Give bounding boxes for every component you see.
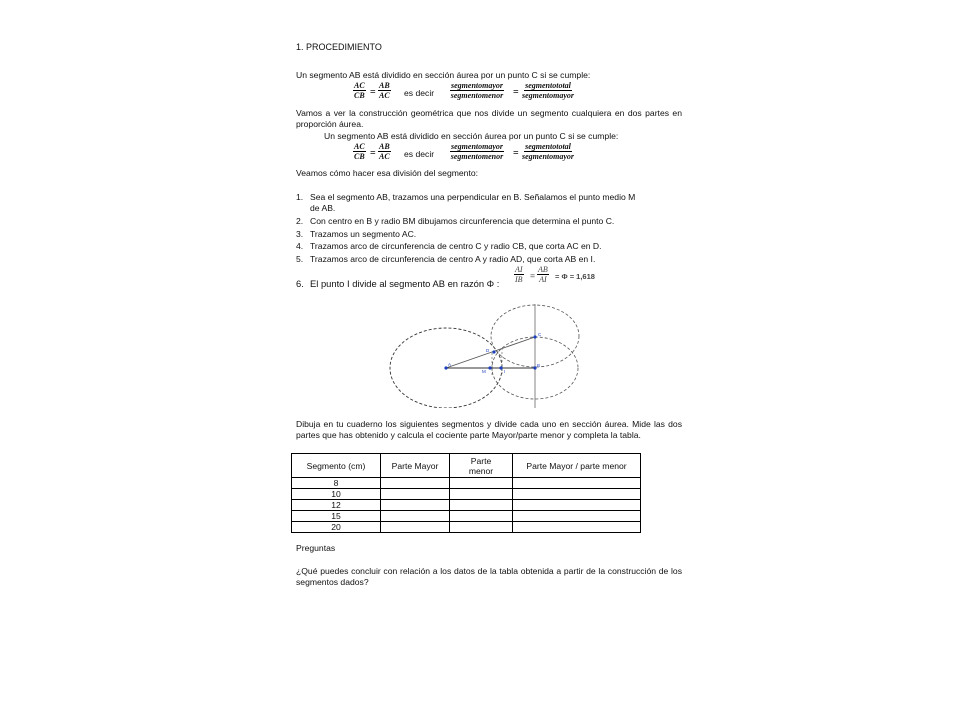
exercise-instructions: Dibuja en tu cuaderno los siguientes segmentos y divide cada uno en sección áurea. Mide las dos partes que has obtenido y calcula el cociente parte Mayor/parte menor y completa la tabla. bbox=[296, 419, 682, 440]
fraction-ab-ac: $\frac{AB}{AC}$ bbox=[379, 142, 390, 161]
intro-text: Un segmento AB está dividido en sección áurea por un punto C si se cumple: bbox=[296, 70, 591, 80]
equals-sign: = bbox=[370, 87, 376, 98]
table-row bbox=[292, 500, 641, 511]
point-c bbox=[533, 335, 536, 338]
segment-value: 20 bbox=[292, 522, 381, 533]
parte-menor-cell[interactable] bbox=[450, 489, 513, 500]
fraction-ai-ib: $\frac{AI}{IB}$ bbox=[515, 265, 523, 284]
ratio-cell[interactable] bbox=[513, 522, 641, 533]
parte-menor-cell[interactable] bbox=[450, 500, 513, 511]
equals-sign: = bbox=[370, 148, 376, 159]
column-header: Parte Mayor bbox=[381, 454, 450, 478]
parte-mayor-cell[interactable] bbox=[381, 522, 450, 533]
label-c: C bbox=[538, 332, 542, 337]
parte-mayor-cell[interactable] bbox=[381, 489, 450, 500]
point-m bbox=[488, 366, 491, 369]
segment-value: 15 bbox=[292, 511, 381, 522]
point-i bbox=[499, 366, 502, 369]
step-item: 5. Trazamos arco de circunferencia de centro A y radio AD, que corta AB en I. bbox=[296, 254, 596, 264]
fraction-ab-ac: $\frac{AB}{AC}$ bbox=[379, 81, 390, 100]
table-header-row bbox=[292, 454, 641, 478]
step-item: 4. Trazamos arco de circunferencia de centro C y radio CB, que corta AC en D. bbox=[296, 241, 602, 251]
phi-value: = Φ = 1,618 bbox=[555, 272, 595, 281]
intro-text-repeat: Un segmento AB está dividido en sección áurea por un punto C si se cumple: bbox=[324, 131, 619, 141]
measurement-table bbox=[291, 453, 641, 533]
parte-mayor-cell[interactable] bbox=[381, 478, 450, 489]
fraction-ac-cb: $\frac{AC}{CB}$ bbox=[354, 142, 365, 161]
parte-mayor-cell[interactable] bbox=[381, 500, 450, 511]
segment-value: 8 bbox=[292, 478, 381, 489]
equals-sign: = bbox=[530, 271, 536, 281]
segment-ac bbox=[446, 337, 535, 368]
segment-value: 12 bbox=[292, 500, 381, 511]
table-row bbox=[292, 511, 641, 522]
parte-mayor-cell[interactable] bbox=[381, 511, 450, 522]
table-row bbox=[292, 522, 641, 533]
es-decir-text: es decir bbox=[404, 149, 435, 159]
parte-menor-cell[interactable] bbox=[450, 478, 513, 489]
label-d: D bbox=[486, 348, 490, 353]
fraction-total-mayor: segmentototal segmentomayor bbox=[522, 142, 574, 161]
column-header: Parte Mayor / parte menor bbox=[513, 454, 641, 478]
ratio-cell[interactable] bbox=[513, 511, 641, 522]
fraction-total-mayor: segmentototal segmentomayor bbox=[522, 81, 574, 100]
label-m: M bbox=[482, 369, 486, 374]
question-text: ¿Qué puedes concluir con relación a los datos de la tabla obtenida a partir de la construcción de los segmentos dados? bbox=[296, 566, 682, 587]
table-row bbox=[292, 478, 641, 489]
parte-menor-cell[interactable] bbox=[450, 511, 513, 522]
division-intro: Veamos cómo hacer esa división del segmento: bbox=[296, 168, 478, 178]
construction-paragraph: Vamos a ver la construcción geométrica que nos divide un segmento cualquiera en dos partes en proporción áurea. bbox=[296, 108, 682, 129]
equals-sign: = bbox=[513, 148, 519, 159]
label-i: I bbox=[504, 369, 506, 374]
table-row bbox=[292, 489, 641, 500]
golden-section-construction-figure bbox=[384, 300, 594, 408]
step-item: 2. Con centro en B y radio BM dibujamos circunferencia que determina el punto C. bbox=[296, 216, 615, 226]
section-heading: 1. PROCEDIMIENTO bbox=[296, 42, 382, 52]
fraction-ac-cb: $\frac{AC}{CB}$ bbox=[354, 81, 365, 100]
step-item: 3. Trazamos un segmento AC. bbox=[296, 229, 417, 239]
equals-sign: = bbox=[513, 87, 519, 98]
questions-heading: Preguntas bbox=[296, 543, 336, 553]
segment-value: 10 bbox=[292, 489, 381, 500]
ratio-cell[interactable] bbox=[513, 489, 641, 500]
fraction-ab-ai: $\frac{AB}{AI}$ bbox=[538, 265, 548, 284]
parte-menor-cell[interactable] bbox=[450, 522, 513, 533]
column-header: Segmento (cm) bbox=[292, 454, 381, 478]
label-a: A bbox=[448, 362, 452, 367]
es-decir-text: es decir bbox=[404, 88, 435, 98]
ratio-cell[interactable] bbox=[513, 478, 641, 489]
column-header: Parte menor bbox=[450, 454, 513, 478]
ratio-cell[interactable] bbox=[513, 500, 641, 511]
label-b: B bbox=[537, 363, 541, 368]
fraction-mayor-menor: segmentomayor segmentomenor bbox=[450, 142, 504, 161]
point-d bbox=[492, 350, 495, 353]
step-item-6: 6. El punto I divide al segmento AB en razón Φ : bbox=[296, 278, 500, 289]
fraction-mayor-menor: segmentomayor segmentomenor bbox=[450, 81, 504, 100]
step-item: 1. Sea el segmento AB, trazamos una perpendicular en B. Señalamos el punto medio M de AB. bbox=[296, 192, 636, 213]
